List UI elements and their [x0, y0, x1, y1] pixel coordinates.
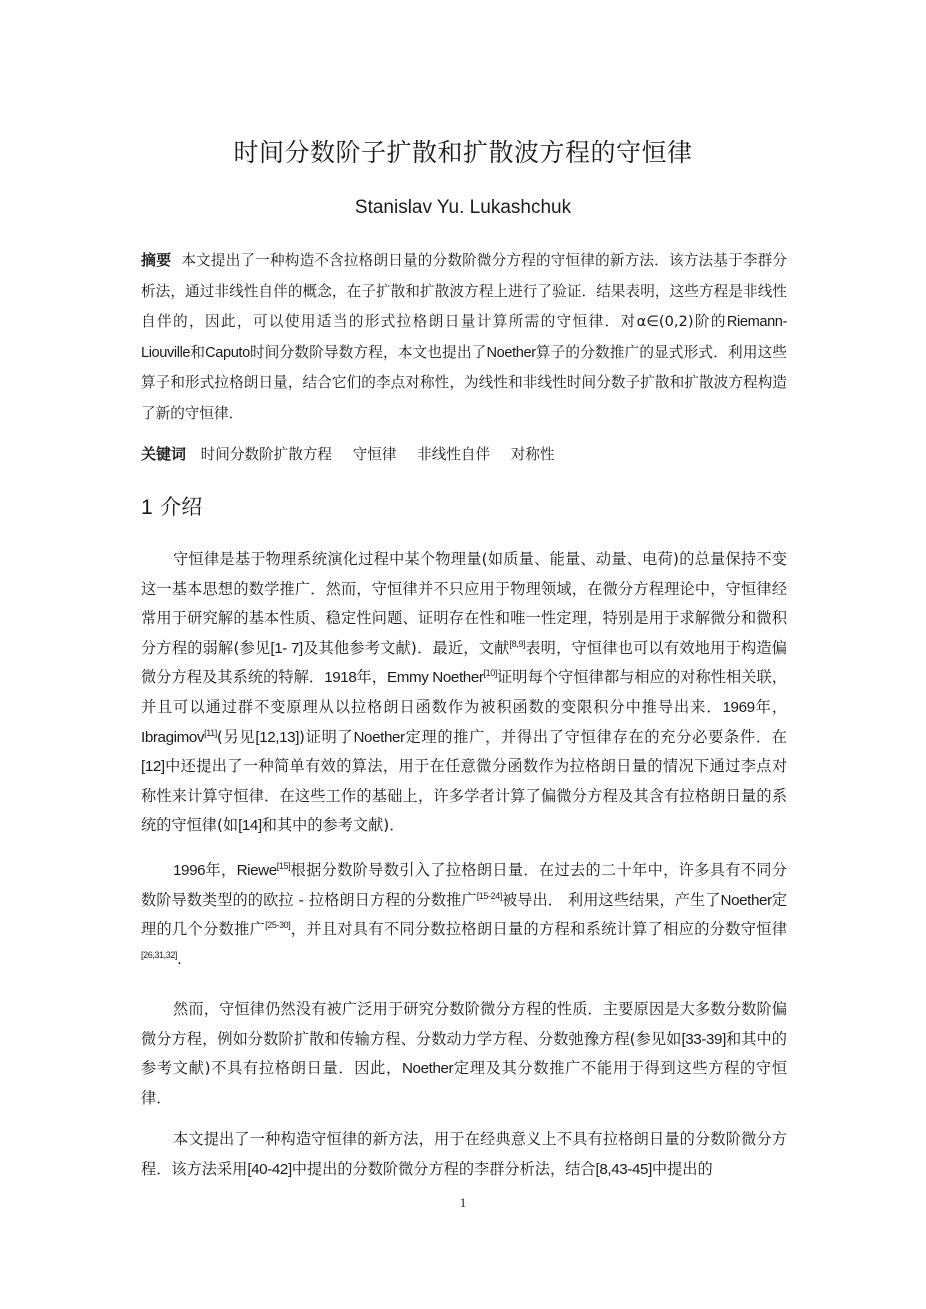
person-name: Riewe — [236, 862, 277, 879]
abstract-label: 摘要 — [141, 251, 172, 269]
para-text: 证明每个守恒律都与相应的对称性相关联，并且可以通过群不变原理从以拉格朗日函数作为被积函数的变限积分中推导出来． — [141, 668, 788, 716]
abstract — [141, 245, 787, 429]
citation: [1- 7] — [270, 639, 303, 657]
year: 1969 — [722, 698, 755, 716]
para-text: 年， — [754, 697, 788, 716]
paragraph — [141, 995, 787, 1113]
para-text: 中提出的 — [651, 1159, 713, 1178]
abstract-text: 阶的 — [693, 313, 727, 330]
citation: [12,13] — [255, 728, 300, 746]
section-number: 1 — [141, 496, 153, 519]
abstract-term: Noether — [486, 344, 536, 361]
para-text: 年， — [205, 861, 237, 879]
citation: [14] — [238, 817, 262, 835]
citation-sup: [8,9] — [509, 638, 526, 649]
abstract-alpha-range: α∈(0,2) — [636, 313, 694, 330]
person-name: Ibragimov — [141, 728, 205, 746]
citation: [33-39] — [681, 1030, 726, 1048]
abstract-text: 时间分数阶导数方程，本文也提出了 — [249, 343, 487, 361]
abstract-text: 算子的分数推广的显式形式．利用这些算子和形式拉格朗日量，结合它们的李点对称性，为线性和非线性时间分数子扩散和扩散波方程构造了新的守恒律． — [141, 343, 787, 422]
para-text: 守恒律是基于物理系统演化过程中某个物理量(如质量、能量、动量、电荷)的总量保持不变这一基本思想的数学推广．然而，守恒律并不只应用于物理领域，在微分方程理论中，守恒律经常用于研究解的基本性质、稳定性问题、证明存在性和唯一性定理，特别是用于求解微分和微积分方程的弱解(参见 — [141, 550, 787, 657]
para-text: 中提出的分数阶微分方程的李群分析法，结合 — [291, 1159, 596, 1178]
para-text: 中还提出了一种简单有效的算法，用于在任意微分函数作为拉格朗日量的情况下通过李点对称性来计算守恒律．在这些工作的基础上，许多学者计算了偏微分方程及其含有拉格朗日量的系统的守恒律(如 — [141, 757, 787, 835]
para-text: 本文提出了一种构造守恒律的新方法，用于在经典意义上不具有拉格朗日量的分数阶微分方程．该方法采用 — [141, 1130, 787, 1178]
author-name: Stanislav Yu. Lukashchuk — [354, 197, 572, 218]
para-text: 和其中的参考文献)不具有拉格朗日量．因此， — [141, 1029, 787, 1078]
paragraph — [141, 1125, 787, 1184]
para-text: (另见 — [216, 727, 256, 746]
para-text: 及其他参考文献)．最近，文献 — [302, 638, 510, 657]
paragraph — [141, 545, 787, 841]
paper-title: 时间分数阶子扩散和扩散波方程的守恒律 — [233, 138, 693, 167]
person-name: Noether — [720, 891, 772, 909]
para-text: )证明了 — [299, 727, 354, 746]
citation: [12] — [141, 758, 165, 776]
citation-sup: [11] — [204, 727, 217, 738]
citation-sup: [26,31,32] — [141, 949, 178, 960]
citation: [40-42] — [247, 1160, 292, 1178]
keyword: 时间分数阶扩散方程 — [200, 446, 333, 463]
citation: [8,43-45] — [595, 1160, 652, 1178]
keyword: 守恒律 — [352, 446, 397, 463]
abstract-term: Riemann-Liouville — [141, 314, 787, 361]
keywords-label: 关键词 — [141, 445, 187, 463]
person-name: Noether — [353, 728, 405, 746]
para-text: 定理的几个分数推广 — [141, 890, 788, 939]
keyword: 非线性自伴 — [417, 446, 491, 463]
abstract-text: 和 — [190, 343, 206, 361]
citation-sup: [25-30] — [265, 920, 291, 931]
year: 1918 — [324, 669, 357, 687]
section-heading — [141, 491, 202, 521]
para-text: 和其中的参考文献)． — [261, 816, 405, 835]
person-name: Noether — [401, 1060, 454, 1078]
keywords — [141, 443, 571, 464]
abstract-term: Caputo — [205, 344, 250, 361]
keyword: 对称性 — [510, 446, 555, 463]
para-text: 定理及其分数推广不能用于得到这些方程的守恒律． — [141, 1059, 788, 1107]
citation-sup: [10] — [483, 668, 497, 679]
page-number: 1 — [459, 1195, 467, 1210]
para-text: 被导出． 利用这些结果，产生了 — [501, 890, 721, 909]
para-text: . — [177, 949, 182, 968]
citation-sup: [15] — [276, 860, 291, 871]
para-text: 表明，守恒律也可以有效地用于构造偏微分方程及其系统的特解． — [141, 638, 787, 687]
para-text: ，并且对具有不同分数拉格朗日量的方程和系统计算了相应的分数守恒律 — [290, 920, 788, 939]
para-text: 然而，守恒律仍然没有被广泛用于研究分数阶微分方程的性质．主要原因是大多数分数阶偏微分方程，例如分数阶扩散和传输方程、分数动力学方程、分数弛豫方程(参见如 — [141, 1000, 787, 1048]
citation-sup: [15-24] — [476, 890, 502, 901]
year: 1996 — [173, 862, 206, 879]
para-text: 根据分数阶导数引入了拉格朗日量．在过去的二十年中，许多具有不同分数阶导数类型的的欧拉 - 拉格朗日方程的分数推广 — [141, 861, 788, 909]
para-text: 年， — [356, 668, 387, 687]
para-text: 定理的推广，并得出了守恒律存在的充分必要条件．在 — [404, 727, 787, 746]
section-title: 介绍 — [160, 495, 203, 519]
person-name: Emmy Noether — [386, 669, 484, 687]
paragraph — [141, 856, 787, 974]
abstract-text: 本文提出了一种构造不含拉格朗日量的分数阶微分方程的守恒律的新方法．该方法基于李群分析法，通过非线性自伴的概念，在子扩散和扩散波方程上进行了验证．结果表明，这些方程是非线性自伴的，因此，可以使用适当的形式拉格朗日量计算所需的守恒律．对 — [141, 252, 787, 330]
